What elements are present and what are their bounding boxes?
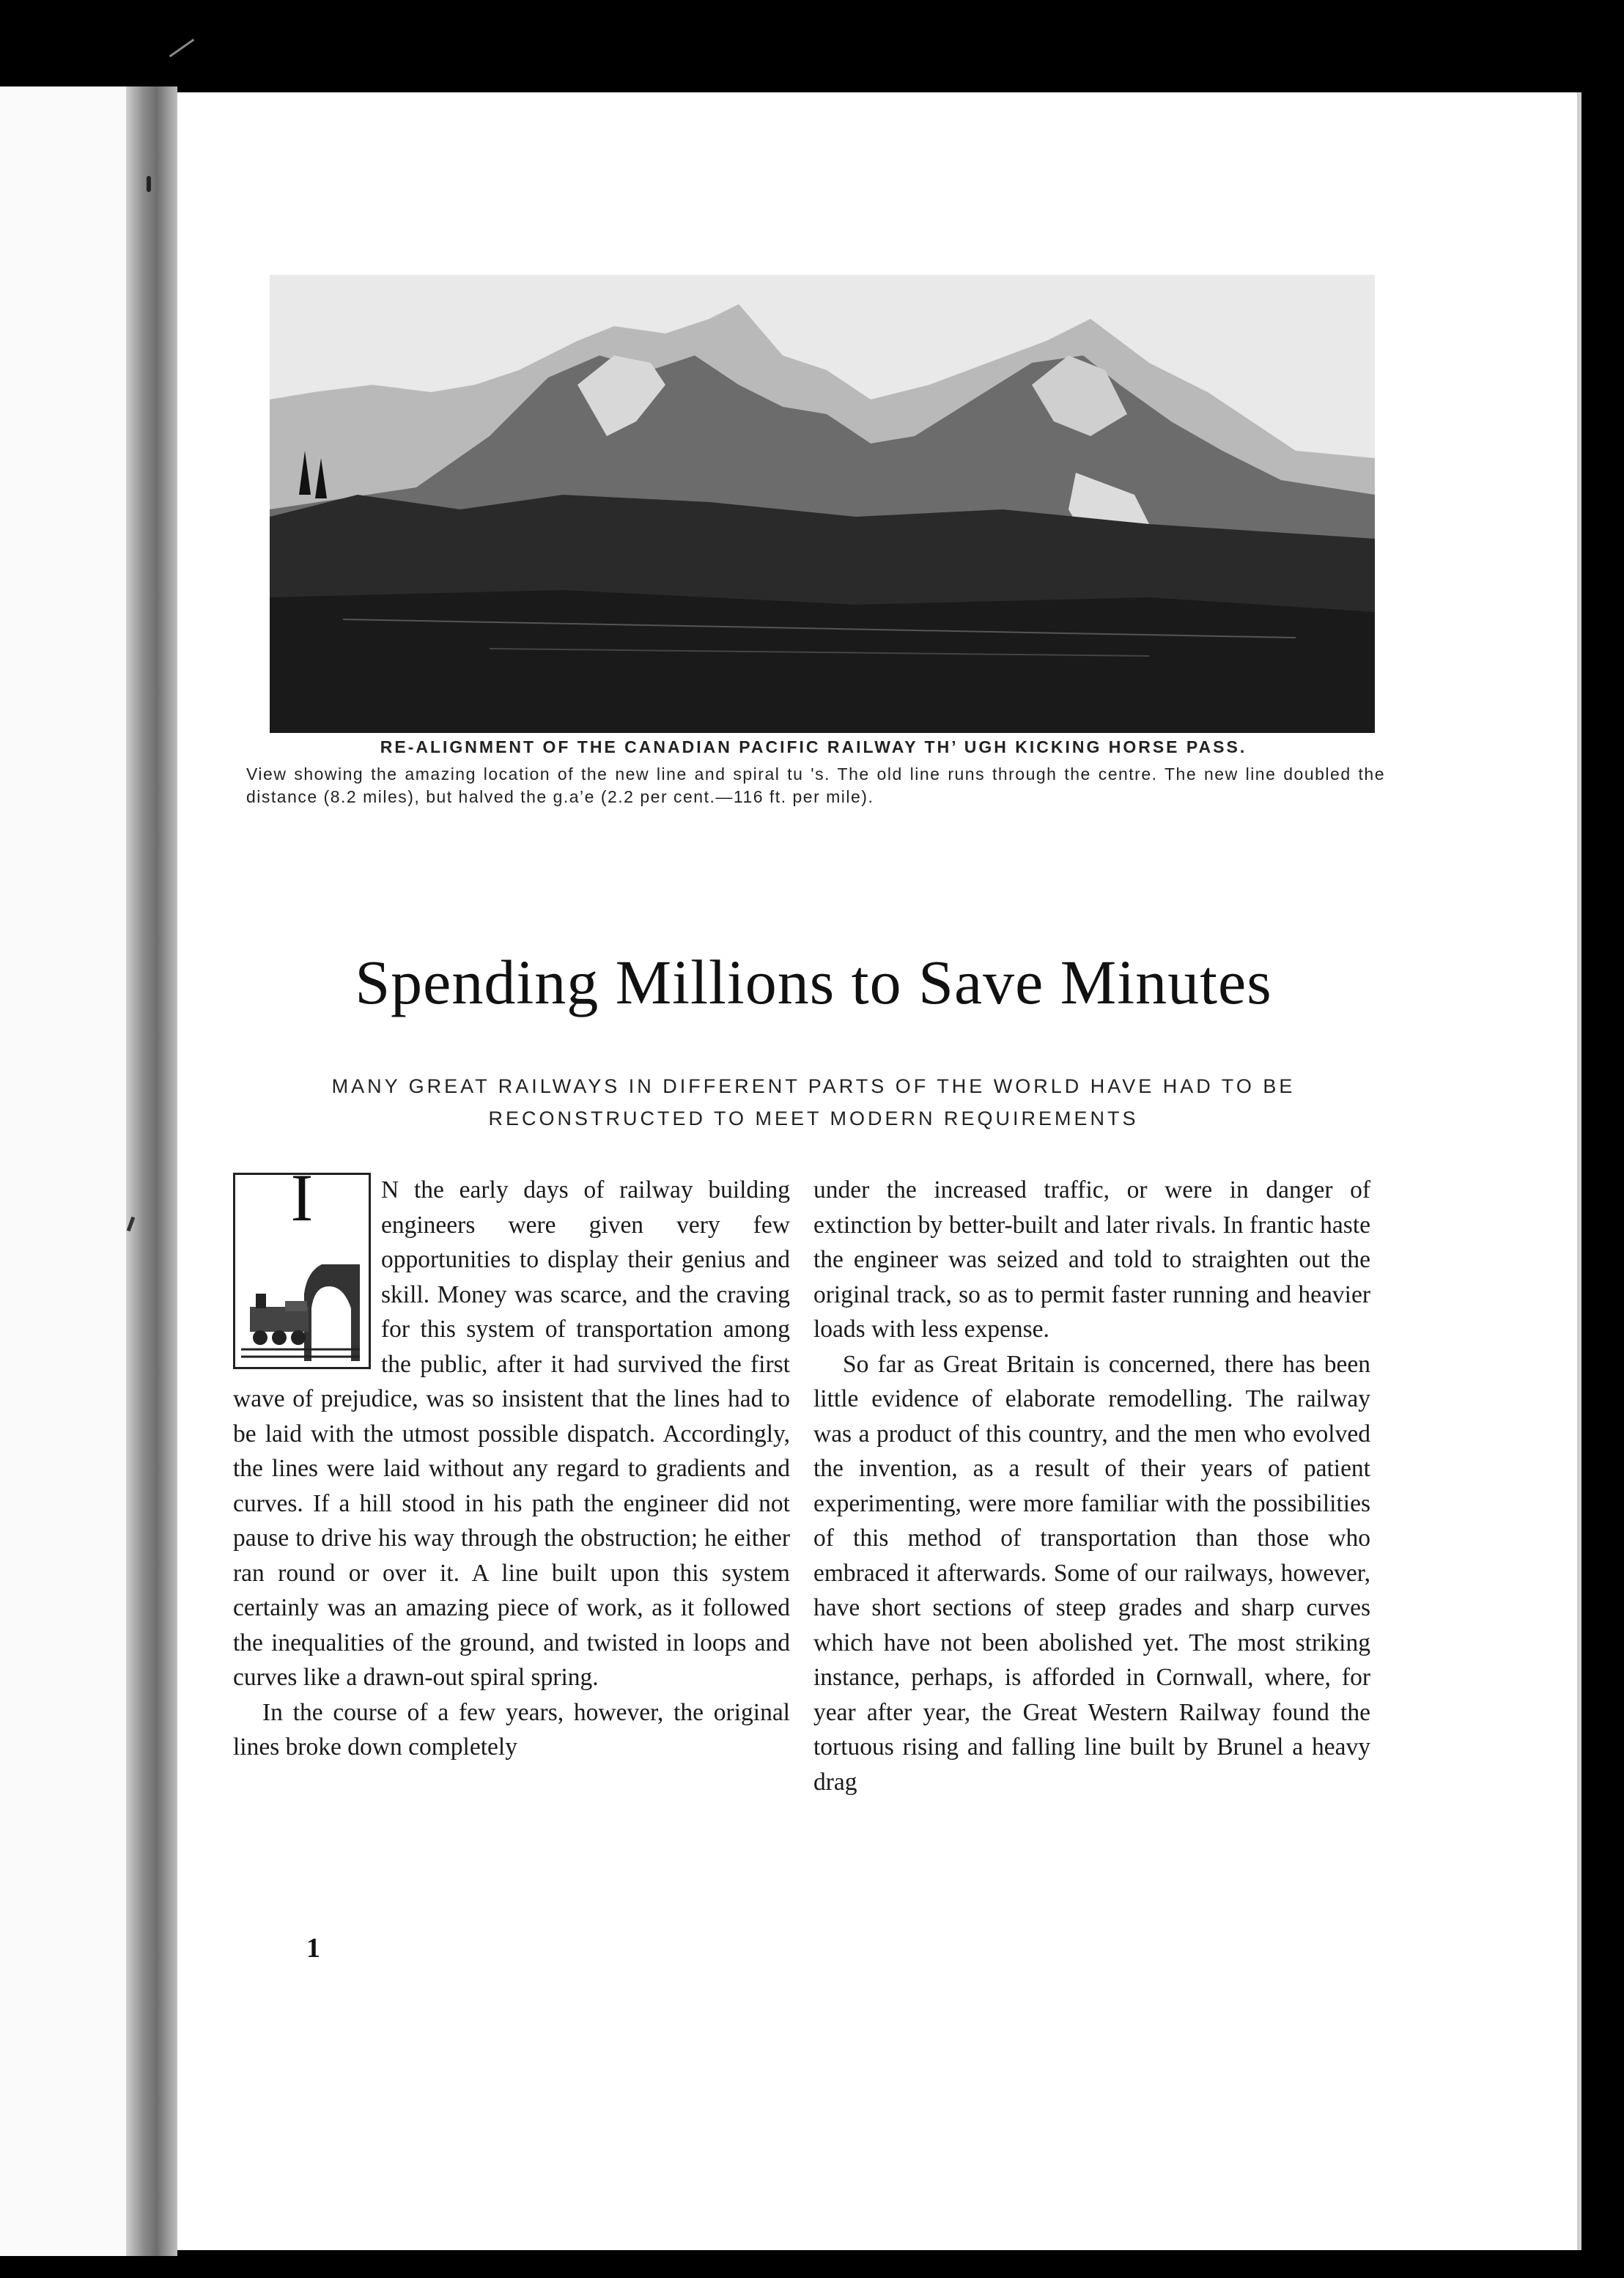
facing-page [0,86,126,2256]
article-column-right [813,1173,1370,1799]
book-spine [126,86,177,2256]
locomotive-tunnel-icon [241,1264,360,1361]
page-number: 1 [306,1933,320,1964]
article-column-left [233,1160,790,1765]
paragraph: under the increased traffic, or were in danger of extinction by better-built and later rivals. In frantic haste the engineer was seized and told to straighten out the original track, so as to permit faster running and heavier loads with less expense. [813,1176,1370,1343]
paragraph: So far as Great Britain is concerned, there has been little evidence of elaborate remodelling. The railway was a product of this country, and the men who evolved the invention, as a result of their years of patient experimenting, were more familiar with the possibilities of this method of transportation than those who embraced it afterwards. Some of our railways, however, have short sections of steep grades and sharp curves which have not been abolished yet. The most striking instance, perhaps, is afforded in Cornwall, where, for year after year, the Great Western Railway found the tortuous rising and falling line built by Brunel a heavy drag [813,1350,1370,1796]
mountain-photograph [270,275,1375,733]
drop-cap-letter: I [290,1160,314,1235]
drop-cap [233,1160,371,1369]
photo-caption [242,737,1385,808]
caption-text: View showing the amazing location of the new line and spiral tu 's. The old line runs through the centre. The new line doubled the distance (8.2 miles), but halved the g.a’e (2.2 per cent.—116 ft. per mile). [246,764,1385,806]
article-headline: Spending Millions to Save Minutes [355,947,1272,1017]
mountain-illustration [270,275,1375,733]
paragraph: N the early days of railway building engineers were given very few opportunities to display their genius and skill. Money was scarce, and the craving for this system of transportation among the public, after it had survived the first wave of prejudice, was so insistent that the lines had to be laid with the utmost possible dispatch. Accordingly, the lines were laid without any regard to gradients and curves. If a hill stood in his path the engineer did not pause to drive his way through the obstruction; he either ran round or over it. A line built upon this system certainly was an amazing piece of work, as it followed the inequalities of the ground, and twisted in loops and curves like a drawn-out spiral spring. [233,1176,790,1691]
spine-mark [147,176,151,192]
paragraph: In the course of a few years, however, the original lines broke down completely [233,1698,790,1761]
scan-artifact [169,39,194,57]
page-edge [1577,92,1581,2250]
caption-title: RE-ALIGNMENT OF THE CANADIAN PACIFIC RAILWAY TH’ UGH KICKING HORSE PASS. [380,737,1247,756]
article-subheading: MANY GREAT RAILWAYS IN DIFFERENT PARTS OF THE WORLD HAVE HAD TO BE RECONSTRUCTED TO MEET MODERN REQUIREMENTS [331,1075,1296,1129]
